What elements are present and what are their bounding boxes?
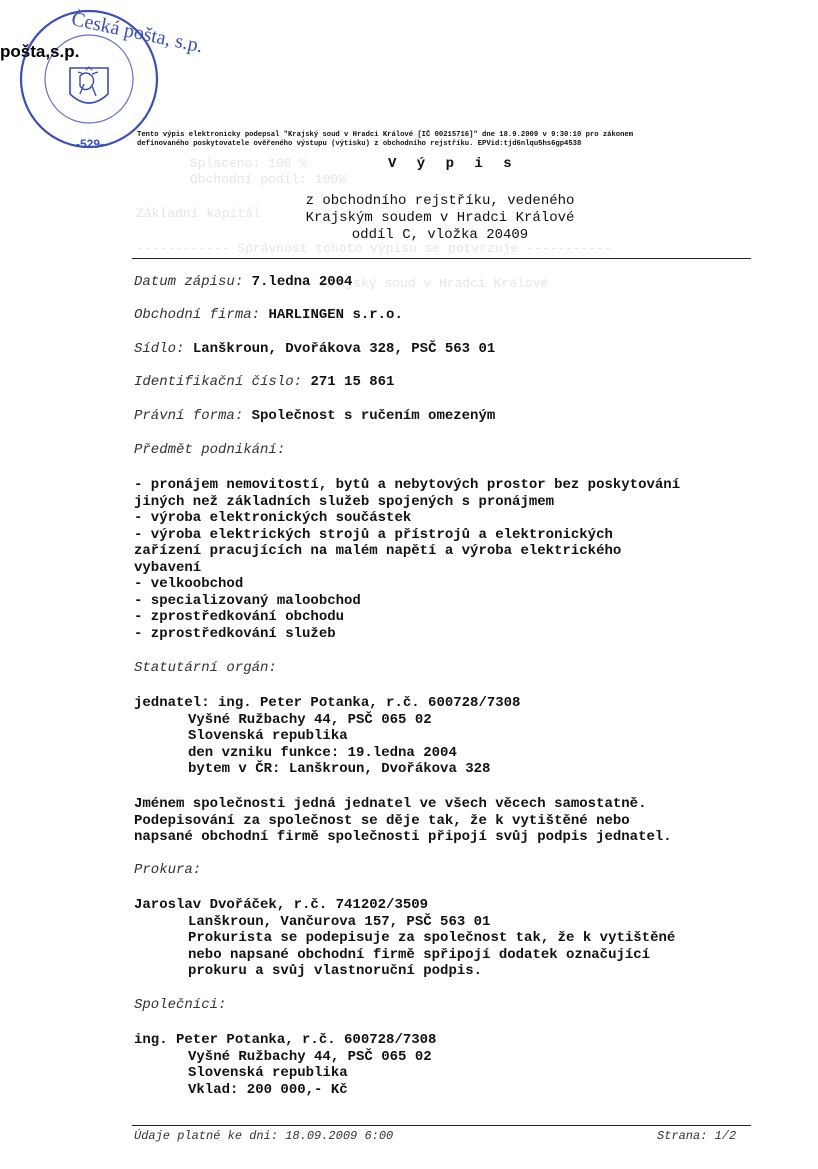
jednani-line: Podepisování za společnost se děje tak, že k vytištěné nebo <box>134 812 630 829</box>
statutarni-line: Slovenská republika <box>188 728 348 744</box>
title-line-1: z obchodního rejstříku, vedeného <box>305 193 575 209</box>
ghost-text-3: Základní kapitál <box>136 206 261 221</box>
prokura-line: Lanškroun, Vančurova 157, PSČ 563 01 <box>188 913 491 930</box>
ico-label: Identifikační číslo: <box>134 374 303 390</box>
list-item: - zprostředkování obchodu <box>134 609 345 625</box>
ghost-text-1: Splaceno: 100 % <box>190 156 308 171</box>
spolecnici-block <box>134 1032 436 1098</box>
statutarni-label: Statutární orgán: <box>134 660 277 676</box>
electronic-signature-note <box>137 131 633 149</box>
list-item: - specializovaný maloobchod <box>134 592 361 609</box>
prokura-line: nebo napsané obchodní firmě spřipojí dodatek označující <box>188 946 651 963</box>
firma-label: Obchodní firma: <box>134 307 261 323</box>
spolecnici-first-line: ing. Peter Potanka, r.č. 600728/7308 <box>134 1032 437 1048</box>
document-heading: V ý p i s <box>388 156 518 172</box>
spolecnici-line: Slovenská republika <box>188 1065 348 1081</box>
list-item: - zprostředkování služeb <box>134 625 336 642</box>
firma-value: HARLINGEN s.r.o. <box>268 307 403 323</box>
statutarni-line: den vzniku funkce: 19.ledna 2004 <box>188 744 457 761</box>
prokura-block <box>134 897 675 980</box>
prokura-label: Prokura: <box>134 862 202 878</box>
spolecnici-label: Společníci: <box>134 997 227 1013</box>
ico-row <box>134 374 394 390</box>
predmet-label: Předmět podnikání: <box>134 442 286 458</box>
datum-value: 7.ledna 2004 <box>251 274 353 290</box>
list-item: zařízení pracujících na malém napětí a výroba elektrického <box>134 543 622 559</box>
sidlo-label: Sídlo: <box>134 341 185 357</box>
statutarni-block <box>134 695 520 778</box>
footer-date: Údaje platné ke dni: 18.09.2009 6:00 <box>134 1129 394 1143</box>
spolecnici-line: Vklad: 200 000,- Kč <box>188 1081 348 1098</box>
statutarni-line: Vyšné Ružbachy 44, PSČ 065 02 <box>188 711 432 728</box>
ghost-text-4: ------------ Správnost tohoto výpisu se potvrzuje ----------- <box>136 241 612 256</box>
signature-line-1: Tento výpis elektronicky podepsal "Krajský soud v Hradci Králové [IČ 00215716]" dne 18.9.2009 v 9:30:10 pro zákonem <box>137 131 634 139</box>
stamp-ring-text: Česká pošta, s.p. <box>69 8 205 58</box>
title-line-2: Krajským soudem v Hradci Králové <box>305 210 575 226</box>
sidlo-row <box>134 341 495 357</box>
forma-row <box>134 408 495 424</box>
spolecnici-line: Vyšné Ružbachy 44, PSČ 065 02 <box>188 1048 432 1065</box>
list-item: - pronájem nemovitostí, bytů a nebytových prostor bez poskytování <box>134 477 681 493</box>
forma-label: Právní forma: <box>134 408 244 424</box>
statutarni-first-line: jednatel: ing. Peter Potanka, r.č. 600728/7308 <box>134 695 521 711</box>
title-block <box>130 193 750 244</box>
prokura-first-line: Jaroslav Dvořáček, r.č. 741202/3509 <box>134 897 429 913</box>
list-item: - velkoobchod <box>134 576 244 592</box>
sidlo-value: Lanškroun, Dvořákova 328, PSČ 563 01 <box>192 341 496 357</box>
list-item: - výroba elektronických součástek <box>134 510 412 526</box>
title-line-3: oddíl C, vložka 20409 <box>351 227 529 243</box>
signature-line-2: definovaného poskytovatele ověřeného výstupu (výtisku) z obchodního rejstříku. EPVid:tjd6nlqu5hs6gp4538 <box>137 140 582 148</box>
list-item: vybavení <box>134 559 202 576</box>
footer-divider <box>132 1125 751 1126</box>
stamp-number: -529- <box>76 137 105 151</box>
prokura-line: Prokurista se podepisuje za společnost tak, že k vytištěné <box>188 930 676 946</box>
list-item: - výroba elektrických strojů a přístrojů a elektronických <box>134 526 613 543</box>
predmet-list <box>134 477 680 642</box>
page-number: Strana: 1/2 <box>657 1129 737 1143</box>
firma-row <box>134 307 403 323</box>
jednani-line: napsané obchodní firmě společnosti připojí svůj podpis jednatel. <box>134 829 672 845</box>
jednani-block <box>134 796 672 846</box>
ico-value: 271 15 861 <box>310 374 395 390</box>
stamp-corner-label: pošta,s.p. <box>0 42 80 61</box>
forma-value: Společnost s ručením omezeným <box>251 408 496 424</box>
datum-row <box>134 274 352 290</box>
statutarni-line: bytem v ČR: Lanškroun, Dvořákova 328 <box>188 761 491 777</box>
datum-label: Datum zápisu: <box>134 274 244 290</box>
ghost-text-2: Obchodní podíl: 100% <box>190 172 347 187</box>
top-divider <box>132 258 751 259</box>
prokura-line: prokuru a svůj vlastnoruční podpis. <box>188 963 483 979</box>
jednani-line: Jménem společnosti jedná jednatel ve všech věcech samostatně. <box>134 796 647 812</box>
list-item: jiných než základních služeb spojených s pronájmem <box>134 493 555 510</box>
ghost-text-5: Krajský soud v Hradci Králové <box>322 276 549 291</box>
